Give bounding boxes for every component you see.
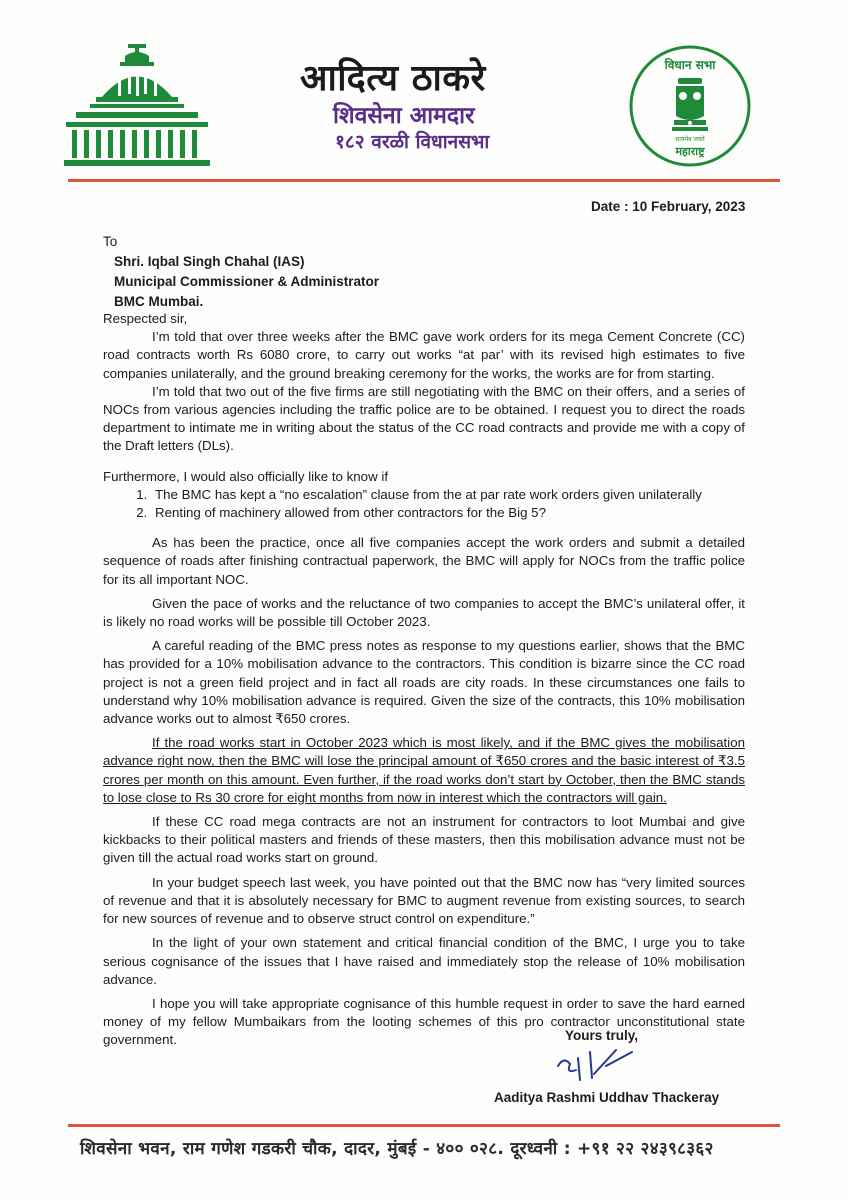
vidhan-sabha-seal-icon xyxy=(628,44,752,168)
letter-date: Date : 10 February, 2023 xyxy=(591,199,746,214)
paragraph: In your budget speech last week, you have pointed out that the BMC now has “very limited sources of revenue and that it is absolutely necessary for BMC to augment revenue from existing sources, to search for new sources of revenue and to observe struct control on expenditure.” xyxy=(103,874,745,927)
paragraph: I’m told that two out of the five firms are still negotiating with the BMC on their offers, and a series of NOCs from various agencies including the traffic police are to be obtained. I request you to direct the roads department to intimate me in writing about the status of the CC road contracts and provide me with a copy of the Draft letters (DLs). xyxy=(103,383,745,454)
seal-motto-text: सत्यमेव जयते xyxy=(675,136,705,143)
recipient-address xyxy=(103,232,379,312)
salutation: Respected sir, xyxy=(103,311,188,326)
letterhead-title: शिवसेना आमदार xyxy=(333,103,475,129)
footer-address: शिवसेना भवन, राम गणेश गडकरी चौक, दादर, मुंबई - ४०० ०२८. दूरध्वनी : +९१ २२ २४३९८३६२ xyxy=(80,1139,714,1159)
paragraph: I hope you will take appropriate cognisance of this humble request in order to save the hard earned money of my fellow Mumbaikars from the looting schemes of this pro contractor unconstitutional state government. xyxy=(103,995,745,1048)
recipient-line: Municipal Commissioner & Administrator xyxy=(114,274,380,289)
letterhead-divider xyxy=(68,179,780,182)
list-item: 1. The BMC has kept a “no escalation” clause from the at par rate work orders given unilaterally xyxy=(151,486,745,504)
seal-top-text: विधान सभा xyxy=(664,58,716,72)
list-item: 2. Renting of machinery allowed from other contractors for the Big 5? xyxy=(151,504,745,522)
recipient-line: Shri. Iqbal Singh Chahal (IAS) xyxy=(114,254,305,269)
letterhead-name: आदित्य ठाकरे xyxy=(300,58,486,99)
closing: Yours truly, xyxy=(565,1028,639,1043)
paragraph: If these CC road mega contracts are not an instrument for contractors to loot Mumbai and give kickbacks to their political masters and friends of these masters, then this mobilisation advance must not be given till the actual road works start on ground. xyxy=(103,814,745,866)
footer-divider xyxy=(68,1124,780,1127)
seal-bottom-text: महाराष्ट्र xyxy=(675,145,705,158)
underlined-paragraph: If the road works start in October 2023 which is most likely, and if the BMC gives the mobilisation advance right now, then the BMC will lose the principal amount of ₹650 crores and the basic interest of ₹3.5 crores per month on this amount. Even further, if the road works don’t start by October, then the BMC stands to lose close to Rs 30 crore for eight months from now in interest which the contractors will gain. xyxy=(103,735,745,805)
question-list xyxy=(103,486,745,522)
paragraph: In the light of your own statement and critical financial condition of the BMC, I urge you to take serious cognisance of the issues that I have raised and immediately stop the release of 10% mobilisation advance. xyxy=(103,935,745,987)
paragraph: Given the pace of works and the reluctance of two companies to accept the BMC’s unilateral offer, it is likely no road works will be possible till October 2023. xyxy=(103,595,745,630)
signer-name: Aaditya Rashmi Uddhav Thackeray xyxy=(494,1090,720,1105)
vidhan-bhavan-dome-logo xyxy=(62,42,212,167)
paragraph: I’m told that over three weeks after the BMC gave work orders for its mega Cement Concrete (CC) road contracts worth Rs 6080 crore, to carry out works “at par’ with its revised high estimates to five companies unilaterally, and the ground breaking ceremony for the works, the works are for from starting. xyxy=(103,329,745,381)
recipient-line: BMC Mumbai. xyxy=(114,294,204,309)
letterhead-constituency: १८२ वरळी विधानसभा xyxy=(335,131,490,153)
paragraph: A careful reading of the BMC press notes as response to my questions earlier, shows that the BMC has provided for a 10% mobilisation advance to the contractors. This condition is bizarre since the CC road project is not a green field project and in fact all roads are city roads. In these circumstances one fails to understand why 10% mobilisation advance is required. Given the size of the contracts, this 10% mobilisation advance works out to almost ₹650 crores. xyxy=(103,638,745,727)
letter-body xyxy=(103,310,745,1050)
signature xyxy=(548,1044,688,1086)
paragraph: As has been the practice, once all five companies accept the work orders and submit a detailed sequence of roads after finishing contractual paperwork, the BMC will apply for NOCs from the traffic police for its all important NOC. xyxy=(103,535,745,587)
paragraph: Furthermore, I would also officially like to know if xyxy=(103,468,389,484)
to-label: To xyxy=(103,234,118,249)
